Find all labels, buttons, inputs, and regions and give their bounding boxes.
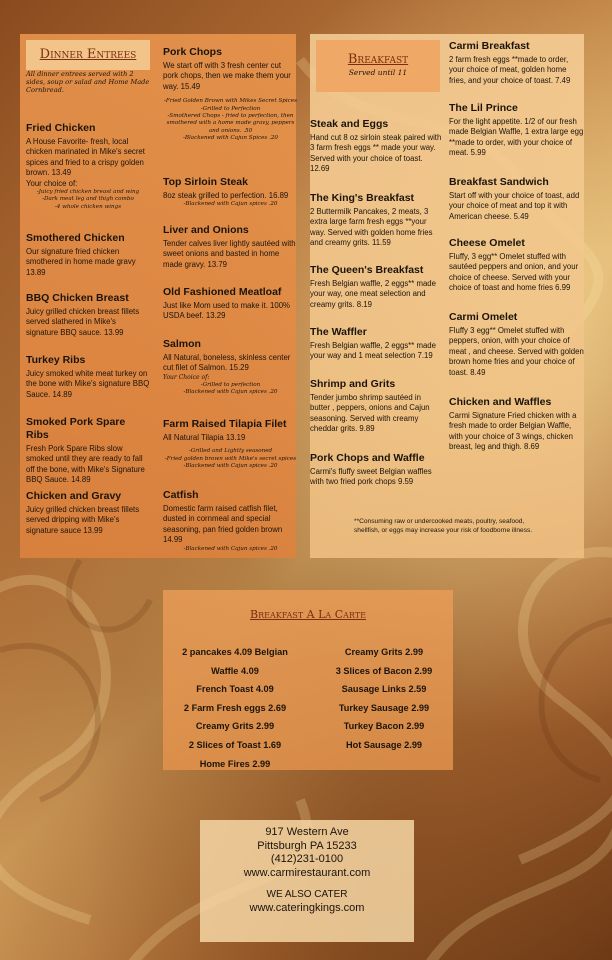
item-option: -Fried Golden Brown with Mikes Secret Spices — [164, 98, 297, 105]
item-option: -Smothered Chops - fried to perfection, then smothered with a home made gravy, peppers and onions. .50 — [166, 113, 295, 134]
item-name: Farm Raised Tilapia Filet — [163, 418, 287, 430]
item-desc: Fresh Belgian waffle, 2 eggs** made your way, one meat selection and creamy grits. 8.19 — [310, 279, 436, 309]
menu-item-the-waffler — [310, 326, 442, 362]
item-option: -Blackened with Cajun spices .20 — [183, 389, 278, 396]
menu-item-salmon — [163, 338, 298, 397]
phone-number: (412)231-0100 — [270, 853, 344, 866]
item-desc: 2 Buttermilk Pancakes, 2 meats, 3 extra large farm fresh eggs **your way. Served with golden home fries and creamy grits. 11.59 — [310, 207, 433, 248]
alacarte-item: French Toast 4.09 — [196, 684, 274, 695]
item-choice-label: Your choice of: — [26, 178, 78, 188]
item-desc: Our signature fried chicken smothered in home made gravy 13.89 — [26, 247, 136, 277]
item-name: Carmi Omelet — [449, 311, 518, 323]
item-option: -Grilled and Lightly seasoned — [188, 448, 273, 455]
alacarte-item: Waffle 4.09 — [211, 665, 259, 676]
item-name: Steak and Eggs — [310, 118, 389, 130]
item-name: The Waffler — [310, 326, 367, 338]
item-desc: All Natural Tilapia 13.19 — [163, 433, 246, 442]
menu-item-kings-breakfast — [310, 192, 442, 249]
breakfast-subheading: Served until 11 — [348, 68, 408, 77]
menu-item-cheese-omelet — [449, 237, 585, 294]
menu-item-pork-chops — [163, 46, 298, 143]
item-name: The Lil Prince — [449, 102, 518, 114]
menu-item-carmi-omelet — [449, 311, 585, 378]
item-desc: Fresh Pork Spare Ribs slow smoked until they are ready to fall off the bone, with Mike's Signature BBQ Sauce. 14.89 — [26, 444, 145, 485]
item-desc: Hand cut 8 oz sirloin steak paired with 3 farm fresh eggs ** made your way. Served with your choice of toast. 12.69 — [310, 133, 442, 174]
address-street: 917 Western Ave — [265, 826, 349, 838]
menu-item-turkey-ribs — [26, 354, 150, 400]
item-desc: Tender jumbo shrimp sautéed in butter , peppers, onions and Cajun seasoning. Served with creamy cheddar grits. 9.89 — [310, 393, 430, 434]
item-option: -Blackened with Cajun spices .20 — [183, 201, 278, 208]
alacarte-item: 2 Farm Fresh eggs 2.69 — [183, 702, 287, 713]
menu-item-catfish — [163, 489, 298, 553]
menu-item-top-sirloin-steak — [163, 176, 298, 209]
breakfast-heading-box — [316, 40, 440, 92]
item-desc: Fluffy 3 egg** Omelet stuffed with peppers, onion, with your choice of meat , and cheese. Served with golden brown home fries and your choice of toast. 8.49 — [449, 326, 584, 377]
item-name: Chicken and Gravy — [26, 490, 122, 502]
menu-item-shrimp-and-grits — [310, 378, 442, 435]
menu-item-breakfast-sandwich — [449, 176, 585, 222]
item-desc: A House Favorite- fresh, local chicken marinated in Mike's secret spices and fried to a crispy golden brown. 13.49 — [26, 137, 145, 178]
menu-item-smoked-pork-spare-ribs — [26, 416, 150, 486]
item-name: Chicken and Waffles — [449, 396, 552, 408]
item-name: Smothered Chicken — [26, 232, 125, 244]
item-desc: Domestic farm raised catfish filet, dusted in cornmeal and special seasoning, pan fried golden brown 14.99 — [163, 504, 283, 545]
item-desc: Fresh Belgian waffle, 2 eggs** made your way and 1 meat selection 7.19 — [310, 341, 436, 361]
alacarte-item: Turkey Sausage 2.99 — [338, 702, 430, 713]
dinner-intro: All dinner entrees served with 2 sides, soup or salad and Home Made Cornbread. — [26, 70, 150, 95]
alacarte-item: 2 pancakes 4.09 Belgian — [182, 647, 288, 657]
raw-food-disclaimer: **Consuming raw or undercooked meats, poultry, seafood, shellfish, or eggs may increase your risk of foodborne illness. — [354, 518, 533, 534]
item-option: -Blackened with Cajun Spices .20 — [183, 135, 278, 142]
menu-item-tilapia-filet — [163, 418, 298, 471]
item-desc: 2 farm fresh eggs **made to order, your choice of meat, golden home fries, and your choice of toast. 7.49 — [449, 55, 571, 85]
item-name: Shrimp and Grits — [310, 378, 396, 390]
menu-item-chicken-and-waffles — [449, 396, 585, 453]
alacarte-item: Creamy Grits 2.99 — [195, 721, 275, 732]
item-desc: 8oz steak grilled to perfection. 16.89 — [163, 191, 289, 200]
dinner-heading-box — [26, 40, 150, 70]
item-desc: Carmi's fluffy sweet Belgian waffles with two fried pork chops 9.59 — [310, 467, 432, 487]
contact-panel — [200, 820, 414, 942]
item-desc: Just like Mom used to make it. 100% USDA beef. 13.29 — [163, 301, 290, 321]
item-name: Catfish — [163, 489, 199, 501]
item-desc: Start off with your choice of toast, add your choice of meat and top it with American cheese. 5.49 — [449, 191, 580, 221]
alacarte-right-column — [319, 643, 449, 755]
item-desc: Fluffy, 3 egg** Omelet stuffed with sautéed peppers and onion, and your choice of cheese. Served with your choice of toast and home fries 6.99 — [449, 252, 579, 293]
menu-item-pork-chops-and-waffle — [310, 452, 442, 488]
menu-item-old-fashioned-meatloaf — [163, 286, 298, 322]
item-desc: We start off with 3 fresh center cut pork chops, then we make them your way. 15.49 — [163, 61, 291, 91]
menu-item-smothered-chicken — [26, 232, 150, 278]
item-name: Pork Chops — [163, 46, 222, 58]
item-name: Liver and Onions — [163, 224, 249, 236]
menu-item-liver-and-onions — [163, 224, 298, 270]
item-name: Breakfast Sandwich — [449, 176, 549, 188]
breakfast-panel — [310, 34, 584, 558]
item-desc: Juicy grilled chicken breast fillets served dripping with Mike's signature sauce 13.99 — [26, 505, 140, 535]
item-name: Carmi Breakfast — [449, 40, 530, 52]
item-name: Top Sirloin Steak — [163, 176, 248, 188]
address-city: Pittsburgh PA 15233 — [257, 839, 357, 852]
alacarte-item: 2 Slices of Toast 1.69 — [188, 739, 282, 750]
item-name: BBQ Chicken Breast — [26, 292, 129, 304]
item-name: Salmon — [163, 338, 201, 350]
alacarte-item: 3 Slices of Bacon 2.99 — [335, 665, 433, 676]
breakfast-heading: Breakfast — [347, 52, 409, 67]
item-choice-label: Your Choice of: — [163, 373, 210, 381]
alacarte-item: Turkey Bacon 2.99 — [343, 721, 425, 732]
menu-item-queens-breakfast — [310, 264, 442, 310]
menu-item-steak-and-eggs — [310, 118, 442, 175]
dinner-entrees-panel — [20, 34, 296, 558]
item-option: -Blackened with Cajun spices .20 — [183, 463, 278, 470]
catering-label: WE ALSO CATER — [266, 889, 348, 901]
item-option: -Blackened with Cajun spices .20 — [183, 545, 278, 552]
menu-item-fried-chicken — [26, 122, 150, 211]
item-name: Smoked Pork Spare Ribs — [26, 416, 126, 441]
item-name: The Queen's Breakfast — [310, 264, 424, 276]
item-desc: Carmi Signature Fried chicken with a fresh made to order Belgian Waffle, with your choice of 3 wings, chicken breast, leg and thigh. 8.69 — [449, 411, 577, 452]
menu-item-chicken-and-gravy — [26, 490, 150, 536]
alacarte-left-column — [169, 643, 301, 773]
alacarte-item: Home Fires 2.99 — [199, 758, 271, 769]
item-name: Fried Chicken — [26, 122, 96, 134]
item-desc: Juicy grilled chicken breast fillets served slathered in Mike's signature BBQ sauce. 13.99 — [26, 307, 140, 337]
item-option: -Grilled to Perfection — [200, 105, 261, 112]
item-option: -Dark meat leg and thigh combo — [42, 196, 134, 203]
item-name: Old Fashioned Meatloaf — [163, 286, 282, 298]
alacarte-item: Hot Sausage 2.99 — [345, 739, 423, 750]
breakfast-a-la-carte-panel — [163, 590, 453, 770]
menu-item-bbq-chicken-breast — [26, 292, 150, 338]
menu-item-lil-prince — [449, 102, 585, 159]
alacarte-heading: Breakfast A La Carte — [250, 608, 366, 621]
item-option: -4 whole chicken wings — [54, 203, 122, 210]
item-option: -Juicy fried chicken breast and wing — [36, 189, 140, 196]
item-desc: Juicy smoked white meat turkey on the bone with Mike's signature BBQ Sauce. 14.89 — [26, 369, 150, 399]
item-option: -Grilled to perfection — [200, 382, 261, 389]
item-name: Cheese Omelet — [449, 237, 525, 249]
alacarte-item: Sausage Links 2.59 — [341, 684, 427, 695]
dinner-heading: Dinner Entrees — [39, 47, 137, 62]
item-name: Turkey Ribs — [26, 354, 86, 366]
alacarte-item: Creamy Grits 2.99 — [344, 647, 424, 657]
menu-item-carmi-breakfast — [449, 40, 585, 86]
catering-website: www.cateringkings.com — [249, 901, 365, 914]
item-name: Pork Chops and Waffle — [310, 452, 425, 464]
item-desc: All Natural, boneless, skinless center cut filet of Salmon. 15.29 — [163, 353, 291, 373]
item-option: -Fried golden brown with Mike's secret spices — [164, 455, 297, 462]
item-desc: For the light appetite. 1/2 of our fresh made Belgian Waffle, 1 extra large egg **made to order, with your choice of meat. 5.99 — [449, 117, 584, 158]
restaurant-website: www.carmirestaurant.com — [243, 866, 371, 879]
item-desc: Tender calves liver lightly sautéed with sweet onions and basted in home made gravy. 13.79 — [163, 239, 296, 269]
item-name: The King's Breakfast — [310, 192, 415, 204]
